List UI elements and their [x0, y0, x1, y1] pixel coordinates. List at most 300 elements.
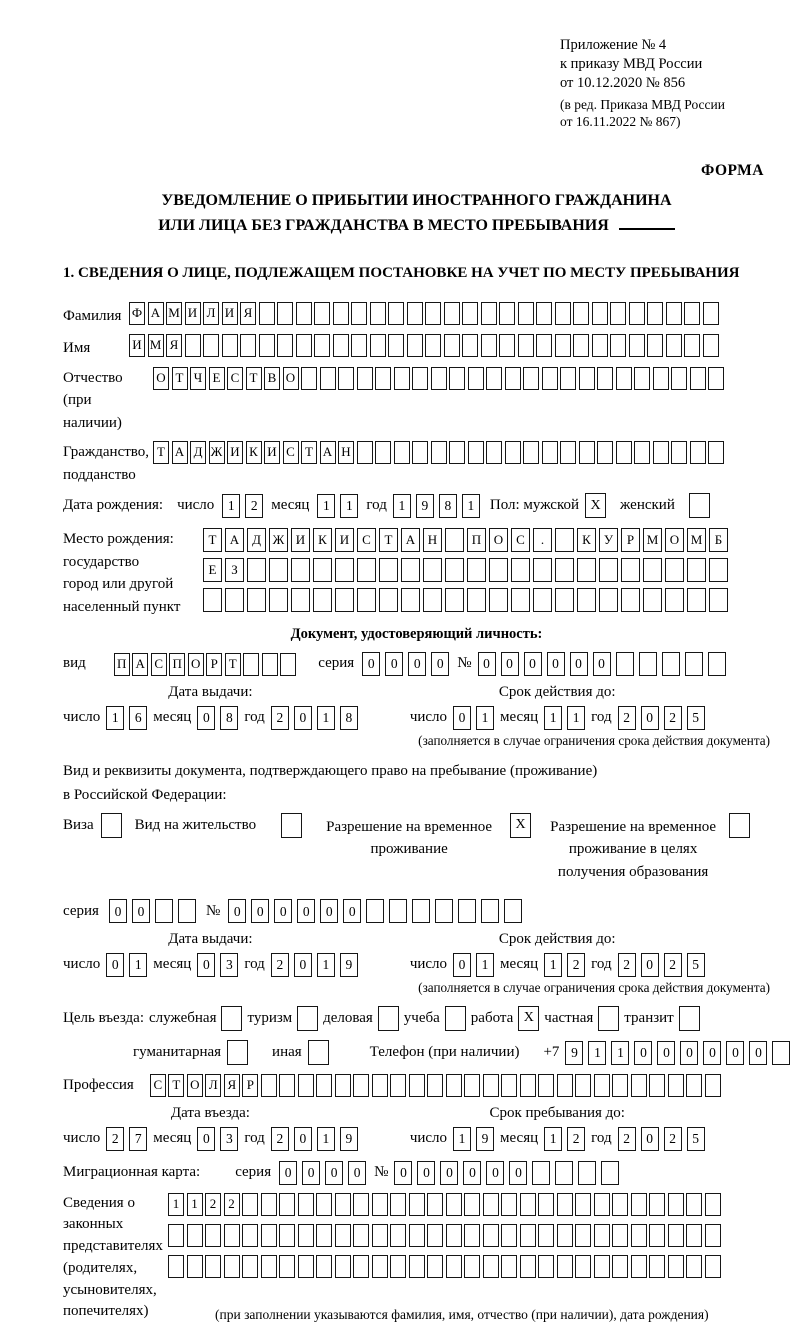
char-cell[interactable]: 1: [544, 706, 562, 730]
char-cell[interactable]: 0: [325, 1161, 343, 1185]
char-cell[interactable]: [298, 1074, 314, 1097]
char-cell[interactable]: [520, 1224, 536, 1247]
char-cell[interactable]: [351, 302, 367, 325]
char-cell[interactable]: 2: [271, 953, 289, 977]
char-cell[interactable]: [481, 302, 497, 325]
char-cell[interactable]: [335, 1074, 351, 1097]
char-cell[interactable]: [301, 367, 317, 390]
char-cell[interactable]: 0: [297, 899, 315, 923]
purpose-study-checkbox[interactable]: [445, 1006, 466, 1031]
char-cell[interactable]: [575, 1074, 591, 1097]
char-cell[interactable]: [409, 1074, 425, 1097]
char-cell[interactable]: 5: [687, 706, 705, 730]
char-cell[interactable]: [425, 302, 441, 325]
char-cell[interactable]: 0: [132, 899, 150, 923]
char-cell[interactable]: И: [335, 528, 354, 552]
char-cell[interactable]: Д: [247, 528, 266, 552]
char-cell[interactable]: [489, 588, 508, 612]
char-cell[interactable]: 0: [478, 652, 496, 676]
char-cell[interactable]: О: [153, 367, 169, 390]
char-cell[interactable]: [353, 1224, 369, 1247]
char-cell[interactable]: [649, 1224, 665, 1247]
char-cell[interactable]: [431, 441, 447, 464]
char-cell[interactable]: О: [489, 528, 508, 552]
char-cell[interactable]: [351, 334, 367, 357]
char-cell[interactable]: [412, 367, 428, 390]
char-cell[interactable]: [560, 367, 576, 390]
char-cell[interactable]: 1: [544, 1127, 562, 1151]
char-cell[interactable]: [357, 588, 376, 612]
char-cell[interactable]: М: [643, 528, 662, 552]
char-cell[interactable]: [520, 1074, 536, 1097]
char-cell[interactable]: Т: [379, 528, 398, 552]
char-cell[interactable]: [486, 367, 502, 390]
char-cell[interactable]: 1: [611, 1041, 629, 1065]
char-cell[interactable]: [222, 334, 238, 357]
char-cell[interactable]: 1: [317, 494, 335, 518]
char-cell[interactable]: 5: [687, 953, 705, 977]
char-cell[interactable]: [333, 302, 349, 325]
char-cell[interactable]: [335, 588, 354, 612]
char-cell[interactable]: [277, 302, 293, 325]
char-cell[interactable]: 0: [486, 1161, 504, 1185]
char-cell[interactable]: [261, 1224, 277, 1247]
char-cell[interactable]: [511, 558, 530, 582]
char-cell[interactable]: [390, 1193, 406, 1216]
char-cell[interactable]: И: [129, 334, 145, 357]
char-cell[interactable]: [168, 1224, 184, 1247]
char-cell[interactable]: [523, 367, 539, 390]
char-cell[interactable]: [240, 334, 256, 357]
char-cell[interactable]: 2: [271, 706, 289, 730]
char-cell[interactable]: Ж: [269, 528, 288, 552]
char-cell[interactable]: [185, 334, 201, 357]
char-cell[interactable]: [643, 588, 662, 612]
char-cell[interactable]: [772, 1041, 790, 1065]
char-cell[interactable]: [280, 653, 296, 676]
char-cell[interactable]: И: [185, 302, 201, 325]
char-cell[interactable]: [335, 1193, 351, 1216]
char-cell[interactable]: 0: [431, 652, 449, 676]
char-cell[interactable]: [481, 899, 499, 923]
char-cell[interactable]: [390, 1074, 406, 1097]
char-cell[interactable]: М: [148, 334, 164, 357]
char-cell[interactable]: [501, 1224, 517, 1247]
char-cell[interactable]: [601, 1161, 619, 1185]
char-cell[interactable]: [555, 528, 574, 552]
char-cell[interactable]: [639, 652, 657, 676]
char-cell[interactable]: [705, 1255, 721, 1278]
char-cell[interactable]: [224, 1255, 240, 1278]
char-cell[interactable]: [409, 1224, 425, 1247]
purpose-tourism-checkbox[interactable]: [297, 1006, 318, 1031]
char-cell[interactable]: [298, 1255, 314, 1278]
char-cell[interactable]: [409, 1193, 425, 1216]
char-cell[interactable]: Ж: [209, 441, 225, 464]
char-cell[interactable]: [372, 1224, 388, 1247]
char-cell[interactable]: [643, 558, 662, 582]
char-cell[interactable]: 0: [641, 1127, 659, 1151]
char-cell[interactable]: [703, 302, 719, 325]
char-cell[interactable]: [708, 652, 726, 676]
char-cell[interactable]: [279, 1224, 295, 1247]
char-cell[interactable]: [511, 588, 530, 612]
char-cell[interactable]: [412, 899, 430, 923]
char-cell[interactable]: И: [291, 528, 310, 552]
char-cell[interactable]: 1: [106, 706, 124, 730]
char-cell[interactable]: [555, 334, 571, 357]
char-cell[interactable]: [407, 302, 423, 325]
sex-female-checkbox[interactable]: [689, 493, 710, 518]
char-cell[interactable]: [555, 302, 571, 325]
char-cell[interactable]: [401, 558, 420, 582]
char-cell[interactable]: [533, 558, 552, 582]
char-cell[interactable]: [665, 558, 684, 582]
char-cell[interactable]: [555, 1161, 573, 1185]
char-cell[interactable]: [483, 1224, 499, 1247]
char-cell[interactable]: [390, 1255, 406, 1278]
char-cell[interactable]: [557, 1193, 573, 1216]
char-cell[interactable]: [427, 1255, 443, 1278]
char-cell[interactable]: [467, 558, 486, 582]
char-cell[interactable]: А: [172, 441, 188, 464]
char-cell[interactable]: [557, 1255, 573, 1278]
char-cell[interactable]: [612, 1074, 628, 1097]
char-cell[interactable]: [597, 367, 613, 390]
char-cell[interactable]: М: [687, 528, 706, 552]
char-cell[interactable]: К: [246, 441, 262, 464]
char-cell[interactable]: 0: [228, 899, 246, 923]
char-cell[interactable]: [445, 528, 464, 552]
char-cell[interactable]: О: [187, 1074, 203, 1097]
char-cell[interactable]: 1: [222, 494, 240, 518]
char-cell[interactable]: С: [151, 653, 167, 676]
char-cell[interactable]: [357, 441, 373, 464]
char-cell[interactable]: [279, 1255, 295, 1278]
char-cell[interactable]: [467, 588, 486, 612]
char-cell[interactable]: [389, 899, 407, 923]
char-cell[interactable]: Т: [153, 441, 169, 464]
char-cell[interactable]: [357, 367, 373, 390]
char-cell[interactable]: А: [320, 441, 336, 464]
char-cell[interactable]: [649, 1074, 665, 1097]
char-cell[interactable]: [592, 334, 608, 357]
char-cell[interactable]: [690, 441, 706, 464]
char-cell[interactable]: [353, 1255, 369, 1278]
char-cell[interactable]: [709, 558, 728, 582]
char-cell[interactable]: 0: [362, 652, 380, 676]
char-cell[interactable]: [388, 302, 404, 325]
char-cell[interactable]: [247, 558, 266, 582]
char-cell[interactable]: [668, 1224, 684, 1247]
char-cell[interactable]: [269, 558, 288, 582]
char-cell[interactable]: [388, 334, 404, 357]
char-cell[interactable]: [597, 441, 613, 464]
char-cell[interactable]: [449, 441, 465, 464]
char-cell[interactable]: 0: [641, 953, 659, 977]
char-cell[interactable]: [353, 1193, 369, 1216]
purpose-work-checkbox[interactable]: X: [518, 1006, 539, 1031]
char-cell[interactable]: [634, 367, 650, 390]
char-cell[interactable]: 1: [129, 953, 147, 977]
char-cell[interactable]: М: [166, 302, 182, 325]
char-cell[interactable]: [444, 334, 460, 357]
char-cell[interactable]: [690, 367, 706, 390]
char-cell[interactable]: [536, 334, 552, 357]
char-cell[interactable]: У: [599, 528, 618, 552]
char-cell[interactable]: [296, 334, 312, 357]
char-cell[interactable]: 9: [565, 1041, 583, 1065]
visa-checkbox[interactable]: [101, 813, 122, 838]
char-cell[interactable]: 1: [340, 494, 358, 518]
char-cell[interactable]: [486, 441, 502, 464]
char-cell[interactable]: 9: [340, 953, 358, 977]
char-cell[interactable]: [687, 558, 706, 582]
char-cell[interactable]: 0: [593, 652, 611, 676]
char-cell[interactable]: 0: [570, 652, 588, 676]
char-cell[interactable]: [464, 1224, 480, 1247]
char-cell[interactable]: [316, 1193, 332, 1216]
char-cell[interactable]: [262, 653, 278, 676]
char-cell[interactable]: П: [114, 653, 130, 676]
char-cell[interactable]: С: [150, 1074, 166, 1097]
char-cell[interactable]: К: [313, 528, 332, 552]
purpose-private-checkbox[interactable]: [598, 1006, 619, 1031]
char-cell[interactable]: [616, 441, 632, 464]
char-cell[interactable]: Т: [301, 441, 317, 464]
char-cell[interactable]: [668, 1193, 684, 1216]
char-cell[interactable]: [594, 1193, 610, 1216]
char-cell[interactable]: [610, 334, 626, 357]
char-cell[interactable]: С: [283, 441, 299, 464]
char-cell[interactable]: [225, 588, 244, 612]
char-cell[interactable]: [445, 588, 464, 612]
char-cell[interactable]: [375, 441, 391, 464]
char-cell[interactable]: [499, 334, 515, 357]
char-cell[interactable]: С: [227, 367, 243, 390]
char-cell[interactable]: [612, 1224, 628, 1247]
char-cell[interactable]: [427, 1193, 443, 1216]
char-cell[interactable]: В: [264, 367, 280, 390]
char-cell[interactable]: 0: [197, 1127, 215, 1151]
char-cell[interactable]: 1: [317, 953, 335, 977]
char-cell[interactable]: [634, 441, 650, 464]
char-cell[interactable]: [261, 1255, 277, 1278]
char-cell[interactable]: 1: [168, 1193, 184, 1216]
char-cell[interactable]: 0: [453, 953, 471, 977]
char-cell[interactable]: [203, 588, 222, 612]
char-cell[interactable]: [446, 1193, 462, 1216]
char-cell[interactable]: [401, 588, 420, 612]
char-cell[interactable]: [205, 1224, 221, 1247]
char-cell[interactable]: 1: [462, 494, 480, 518]
char-cell[interactable]: 0: [294, 706, 312, 730]
char-cell[interactable]: [573, 302, 589, 325]
char-cell[interactable]: Л: [203, 302, 219, 325]
char-cell[interactable]: 1: [317, 706, 335, 730]
char-cell[interactable]: [425, 334, 441, 357]
char-cell[interactable]: [671, 441, 687, 464]
char-cell[interactable]: Б: [709, 528, 728, 552]
char-cell[interactable]: Я: [224, 1074, 240, 1097]
char-cell[interactable]: [261, 1074, 277, 1097]
purpose-other-checkbox[interactable]: [308, 1040, 329, 1065]
char-cell[interactable]: [686, 1074, 702, 1097]
char-cell[interactable]: [501, 1074, 517, 1097]
char-cell[interactable]: 3: [220, 1127, 238, 1151]
char-cell[interactable]: [446, 1224, 462, 1247]
char-cell[interactable]: Ф: [129, 302, 145, 325]
char-cell[interactable]: [483, 1255, 499, 1278]
char-cell[interactable]: 9: [340, 1127, 358, 1151]
char-cell[interactable]: [446, 1074, 462, 1097]
char-cell[interactable]: 0: [320, 899, 338, 923]
char-cell[interactable]: 2: [567, 1127, 585, 1151]
char-cell[interactable]: 2: [618, 1127, 636, 1151]
char-cell[interactable]: Н: [338, 441, 354, 464]
char-cell[interactable]: [542, 441, 558, 464]
char-cell[interactable]: [594, 1224, 610, 1247]
char-cell[interactable]: [705, 1074, 721, 1097]
char-cell[interactable]: [333, 334, 349, 357]
purpose-humanitarian-checkbox[interactable]: [227, 1040, 248, 1065]
char-cell[interactable]: [313, 558, 332, 582]
char-cell[interactable]: 0: [657, 1041, 675, 1065]
char-cell[interactable]: 0: [385, 652, 403, 676]
char-cell[interactable]: [279, 1193, 295, 1216]
char-cell[interactable]: [277, 334, 293, 357]
char-cell[interactable]: [599, 558, 618, 582]
char-cell[interactable]: [449, 367, 465, 390]
char-cell[interactable]: 0: [348, 1161, 366, 1185]
char-cell[interactable]: [431, 367, 447, 390]
char-cell[interactable]: А: [225, 528, 244, 552]
char-cell[interactable]: [579, 367, 595, 390]
char-cell[interactable]: [316, 1074, 332, 1097]
char-cell[interactable]: [610, 302, 626, 325]
char-cell[interactable]: А: [132, 653, 148, 676]
char-cell[interactable]: Н: [423, 528, 442, 552]
char-cell[interactable]: Р: [206, 653, 222, 676]
char-cell[interactable]: [671, 367, 687, 390]
char-cell[interactable]: 0: [394, 1161, 412, 1185]
purpose-business-checkbox[interactable]: [378, 1006, 399, 1031]
char-cell[interactable]: 2: [271, 1127, 289, 1151]
char-cell[interactable]: П: [169, 653, 185, 676]
char-cell[interactable]: [178, 899, 196, 923]
char-cell[interactable]: [203, 334, 219, 357]
char-cell[interactable]: О: [188, 653, 204, 676]
char-cell[interactable]: [523, 441, 539, 464]
char-cell[interactable]: 0: [408, 652, 426, 676]
char-cell[interactable]: [505, 441, 521, 464]
char-cell[interactable]: [335, 558, 354, 582]
char-cell[interactable]: [668, 1255, 684, 1278]
sex-male-checkbox[interactable]: X: [585, 493, 606, 518]
char-cell[interactable]: 0: [501, 652, 519, 676]
char-cell[interactable]: [560, 441, 576, 464]
char-cell[interactable]: [555, 558, 574, 582]
char-cell[interactable]: 0: [294, 953, 312, 977]
char-cell[interactable]: [247, 588, 266, 612]
char-cell[interactable]: 0: [680, 1041, 698, 1065]
char-cell[interactable]: [269, 588, 288, 612]
char-cell[interactable]: [370, 302, 386, 325]
char-cell[interactable]: [501, 1255, 517, 1278]
char-cell[interactable]: [379, 558, 398, 582]
char-cell[interactable]: 0: [343, 899, 361, 923]
char-cell[interactable]: [708, 367, 724, 390]
char-cell[interactable]: [538, 1255, 554, 1278]
temp-residence-edu-checkbox[interactable]: [729, 813, 750, 838]
char-cell[interactable]: [458, 899, 476, 923]
char-cell[interactable]: [242, 1224, 258, 1247]
char-cell[interactable]: 9: [476, 1127, 494, 1151]
char-cell[interactable]: [687, 588, 706, 612]
char-cell[interactable]: 2: [664, 1127, 682, 1151]
char-cell[interactable]: [520, 1193, 536, 1216]
char-cell[interactable]: [483, 1193, 499, 1216]
char-cell[interactable]: [501, 1193, 517, 1216]
char-cell[interactable]: [665, 588, 684, 612]
char-cell[interactable]: [538, 1193, 554, 1216]
char-cell[interactable]: 0: [302, 1161, 320, 1185]
char-cell[interactable]: [296, 302, 312, 325]
char-cell[interactable]: 1: [567, 706, 585, 730]
char-cell[interactable]: И: [227, 441, 243, 464]
char-cell[interactable]: 0: [279, 1161, 297, 1185]
char-cell[interactable]: 1: [476, 953, 494, 977]
char-cell[interactable]: [538, 1074, 554, 1097]
char-cell[interactable]: 8: [220, 706, 238, 730]
char-cell[interactable]: [599, 588, 618, 612]
char-cell[interactable]: [612, 1193, 628, 1216]
char-cell[interactable]: [631, 1193, 647, 1216]
char-cell[interactable]: [444, 302, 460, 325]
char-cell[interactable]: [686, 1224, 702, 1247]
char-cell[interactable]: 2: [205, 1193, 221, 1216]
char-cell[interactable]: [483, 1074, 499, 1097]
char-cell[interactable]: [372, 1193, 388, 1216]
char-cell[interactable]: 0: [109, 899, 127, 923]
char-cell[interactable]: [298, 1224, 314, 1247]
char-cell[interactable]: .: [533, 528, 552, 552]
char-cell[interactable]: [353, 1074, 369, 1097]
char-cell[interactable]: [594, 1074, 610, 1097]
char-cell[interactable]: И: [264, 441, 280, 464]
char-cell[interactable]: [592, 302, 608, 325]
char-cell[interactable]: [647, 302, 663, 325]
char-cell[interactable]: 0: [251, 899, 269, 923]
char-cell[interactable]: [314, 334, 330, 357]
char-cell[interactable]: [394, 441, 410, 464]
char-cell[interactable]: [616, 367, 632, 390]
char-cell[interactable]: 2: [618, 953, 636, 977]
char-cell[interactable]: [187, 1255, 203, 1278]
char-cell[interactable]: [536, 302, 552, 325]
char-cell[interactable]: [575, 1193, 591, 1216]
char-cell[interactable]: А: [148, 302, 164, 325]
char-cell[interactable]: [279, 1074, 295, 1097]
char-cell[interactable]: 0: [547, 652, 565, 676]
char-cell[interactable]: Е: [209, 367, 225, 390]
char-cell[interactable]: 1: [393, 494, 411, 518]
char-cell[interactable]: [577, 558, 596, 582]
char-cell[interactable]: [705, 1224, 721, 1247]
char-cell[interactable]: [394, 367, 410, 390]
char-cell[interactable]: 0: [641, 706, 659, 730]
char-cell[interactable]: [370, 334, 386, 357]
